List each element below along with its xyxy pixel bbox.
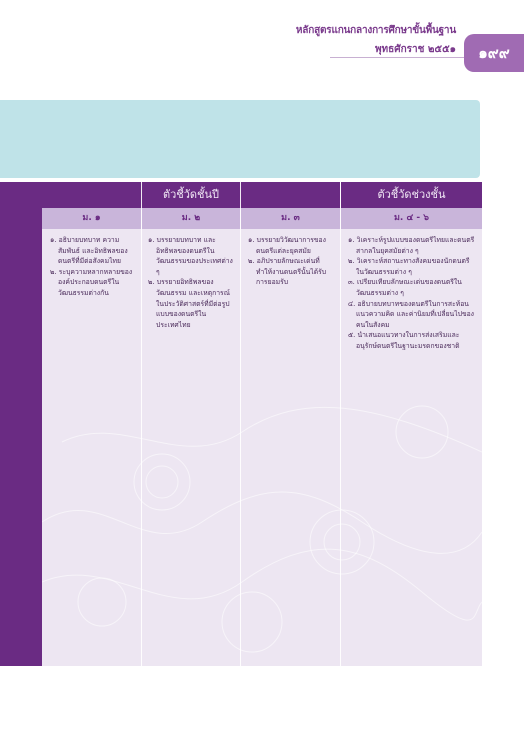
- column-divider: [340, 182, 341, 666]
- page-number: ๑๙๙: [464, 34, 524, 72]
- range-indicators-header: ตัวชี้วัดช่วงชั้น: [341, 182, 482, 208]
- book-title: หลักสูตรแกนกลางการศึกษาขั้นพื้นฐาน: [295, 25, 456, 36]
- column-divider: [141, 182, 142, 666]
- blue-banner: [0, 100, 480, 178]
- column-header-m4-6: ม. ๔ - ๖: [341, 208, 482, 229]
- indicator-item: ๒. บรรยายอิทธิพลของวัฒนธรรม และเหตุการณ์ในประวัติศาสตร์ที่มีต่อรูปแบบของดนตรีในประเทศไทย: [148, 278, 230, 329]
- grade-indicators-header: ตัวชี้วัดชั้นปี: [42, 182, 340, 208]
- column-header-m1: ม. ๑: [42, 208, 141, 229]
- indicator-item: ๑. บรรยายบทบาท และอิทธิพลของดนตรีในวัฒนธรรมของประเทศต่าง ๆ: [148, 236, 233, 276]
- cell-m2: [148, 235, 234, 330]
- indicator-item: ๕. นำเสนอแนวทางในการส่งเสริมและอนุรักษ์ดนตรีในฐานะมรดกของชาติ: [348, 331, 460, 350]
- column-header-m2: ม. ๒: [142, 208, 240, 229]
- indicator-item: ๓. เปรียบเทียบลักษณะเด่นของดนตรีในวัฒนธรรมต่าง ๆ: [348, 278, 462, 297]
- cell-m3: [248, 235, 334, 288]
- left-purple-strip: [0, 182, 42, 666]
- indicator-item: ๒. ระบุความหลากหลายขององค์ประกอบดนตรีในวัฒนธรรมต่างกัน: [50, 267, 133, 297]
- indicator-item: ๔. อธิบายบทบาทของดนตรีในการสะท้อนแนวความคิด และค่านิยมที่เปลี่ยนไปของคนในสังคม: [348, 299, 474, 329]
- cell-m4-6: [348, 235, 476, 352]
- indicator-item: ๑. บรรยายวิวัฒนาการของดนตรีแต่ละยุคสมัย: [248, 236, 326, 255]
- cell-m1: [50, 235, 136, 299]
- header-rule: [330, 57, 464, 58]
- indicator-item: ๒. วิเคราะห์สถานะทางสังคมของนักดนตรีในวัฒนธรรมต่าง ๆ: [348, 257, 470, 276]
- indicator-item: ๒. อภิปรายลักษณะเด่นที่ทำให้งานดนตรีนั้นได้รับการยอมรับ: [248, 257, 327, 287]
- column-header-m3: ม. ๓: [241, 208, 340, 229]
- indicator-table: [42, 182, 482, 666]
- indicator-item: ๑. อธิบายบทบาท ความสัมพันธ์ และอิทธิพลของดนตรีที่มีต่อสังคมไทย: [50, 236, 128, 266]
- edition-label: พุทธศักราช ๒๕๕๑: [374, 44, 456, 55]
- column-divider: [240, 182, 241, 666]
- indicator-item: ๑. วิเคราะห์รูปแบบของดนตรีไทยและดนตรีสากลในยุคสมัยต่าง ๆ: [348, 236, 475, 255]
